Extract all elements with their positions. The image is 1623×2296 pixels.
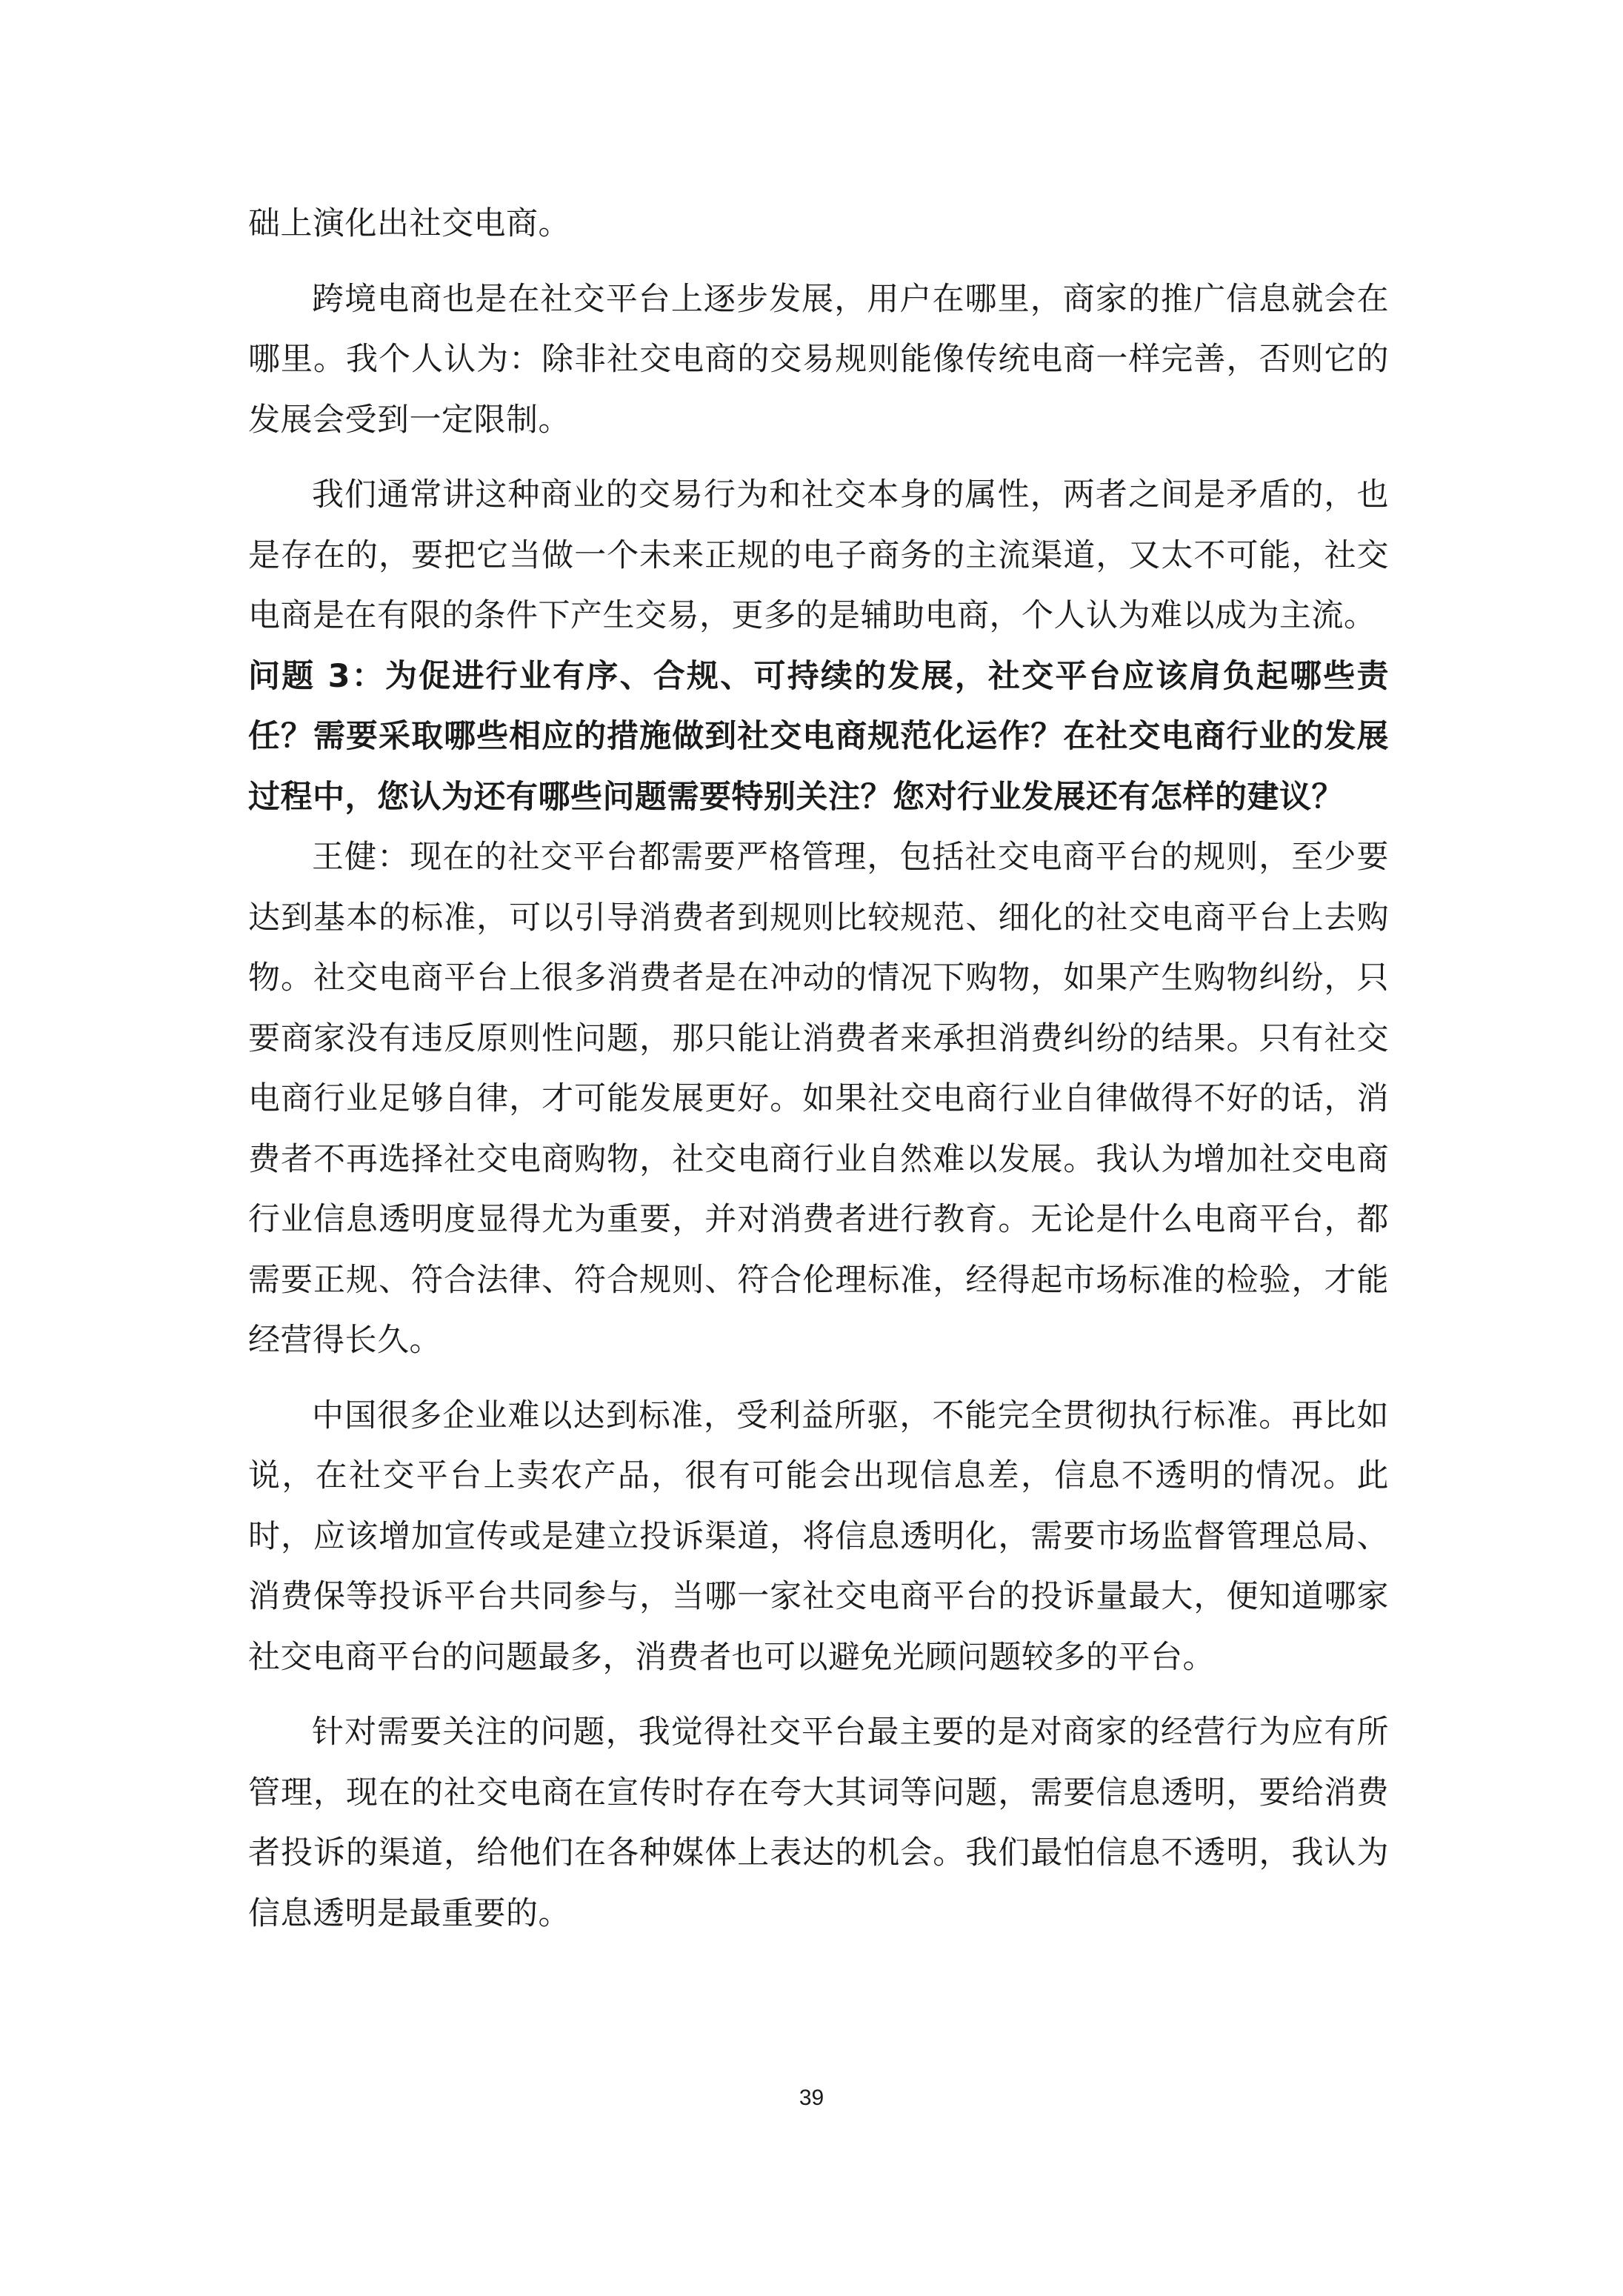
- paragraph-transparency: 针对需要关注的问题，我觉得社交平台最主要的是对商家的经营行为应有所管理，现在的社交电商在宣传时存在夸大其词等问题，需要信息透明，要给消费者投诉的渠道，给他们在各种媒体上表达的机会。我们最怕信息不透明，我认为信息透明是最重要的。: [248, 1714, 1389, 1932]
- paragraph-cross-border: 跨境电商也是在社交平台上逐步发展，用户在哪里，商家的推广信息就会在哪里。我个人认为：除非社交电商的交易规则能像传统电商一样完善，否则它的发展会受到一定限制。: [248, 280, 1389, 439]
- paragraph-contradiction: 我们通常讲这种商业的交易行为和社交本身的属性，两者之间是矛盾的，也是存在的，要把它当做一个未来正规的电子商务的主流渠道，又太不可能，社交电商是在有限的条件下产生交易，更多的是辅助电商，个人认为难以成为主流。: [248, 476, 1389, 634]
- paragraph-continuation: 础上演化出社交电商。: [248, 205, 570, 242]
- page-number: 39: [799, 2086, 824, 2110]
- paragraph-answer: 王健：现在的社交平台都需要严格管理，包括社交电商平台的规则，至少要达到基本的标准，可以引导消费者到规则比较规范、细化的社交电商平台上去购物。社交电商平台上很多消费者是在冲动的情况下购物，如果产生购物纠纷，只要商家没有违反原则性问题，那只能让消费者来承担消费纠纷的结果。只有社交电商行业足够自律，才可能发展更好。如果社交电商行业自律做得不好的话，消费者不再选择社交电商购物，社交电商行业自然难以发展。我认为增加社交电商行业信息透明度显得尤为重要，并对消费者进行教育。无论是什么电商平台，都需要正规、符合法律、符合规则、符合伦理标准，经得起市场标准的检验，才能经营得长久。: [248, 839, 1389, 1359]
- question-heading: 问题 3：为促进行业有序、合规、可持续的发展，社交平台应该肩负起哪些责任？需要采取哪些相应的措施做到社交电商规范化运作？在社交电商行业的发展过程中，您认为还有哪些问题需要特别关注？您对行业发展还有怎样的建议？: [248, 657, 1389, 816]
- document-body: [248, 194, 1389, 1944]
- paragraph-standards: 中国很多企业难以达到标准，受利益所驱，不能完全贯彻执行标准。再比如说，在社交平台上卖农产品，很有可能会出现信息差，信息不透明的情况。此时，应该增加宣传或是建立投诉渠道，将信息透明化，需要市场监督管理总局、消费保等投诉平台共同参与，当哪一家社交电商平台的投诉量最大，便知道哪家社交电商平台的问题最多，消费者也可以避免光顾问题较多的平台。: [248, 1397, 1389, 1676]
